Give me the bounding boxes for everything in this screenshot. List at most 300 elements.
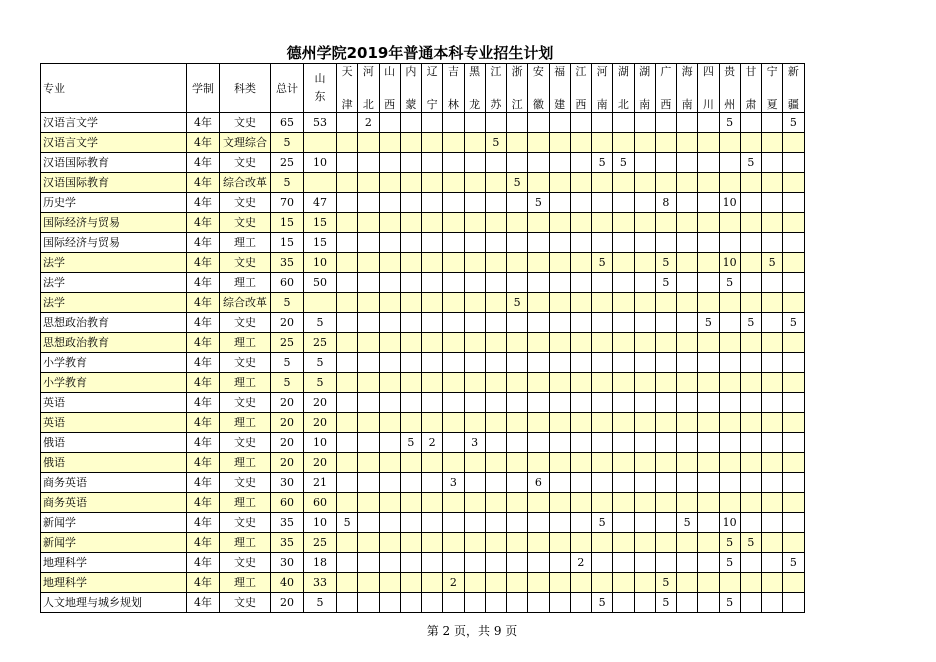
province-quota-cell xyxy=(655,333,676,353)
province-quota-cell xyxy=(400,493,421,513)
province-char: 江 xyxy=(511,98,523,111)
province-quota-cell xyxy=(570,153,591,173)
province-quota-cell xyxy=(379,173,400,193)
province-quota-cell xyxy=(549,353,570,373)
province-quota-cell xyxy=(570,453,591,473)
major-cell: 汉语国际教育 xyxy=(41,173,187,193)
province-quota-cell xyxy=(698,253,719,273)
province-quota-cell xyxy=(570,393,591,413)
province-quota-cell xyxy=(613,553,634,573)
province-quota-cell xyxy=(485,573,506,593)
province-quota-cell xyxy=(655,413,676,433)
province-quota-cell xyxy=(783,353,804,373)
province-quota-cell xyxy=(634,253,655,273)
province-quota-cell xyxy=(400,293,421,313)
province-quota-cell xyxy=(613,413,634,433)
shandong-cell xyxy=(304,293,337,313)
page-number: 第 2 页，共 9 页 xyxy=(426,624,518,638)
province-quota-cell xyxy=(677,293,698,313)
province-quota-cell xyxy=(783,133,804,153)
province-quota-cell xyxy=(592,293,613,313)
province-quota-cell xyxy=(634,153,655,173)
province-quota-cell xyxy=(400,193,421,213)
header-province xyxy=(698,64,719,113)
category-cell: 文史 xyxy=(220,353,271,373)
province-quota-cell: 5 xyxy=(400,433,421,453)
major-cell: 思想政治教育 xyxy=(41,313,187,333)
duration-cell: 4年 xyxy=(187,153,220,173)
category-cell: 文史 xyxy=(220,153,271,173)
province-quota-cell xyxy=(528,513,549,533)
province-quota-cell xyxy=(485,333,506,353)
province-quota-cell xyxy=(549,293,570,313)
province-quota-cell xyxy=(379,513,400,533)
province-quota-cell xyxy=(422,393,443,413)
header-province xyxy=(762,64,783,113)
major-cell: 法学 xyxy=(41,273,187,293)
total-cell: 15 xyxy=(271,233,304,253)
province-quota-cell xyxy=(464,173,485,193)
province-quota-cell xyxy=(677,373,698,393)
province-quota-cell xyxy=(740,333,761,353)
province-quota-cell xyxy=(698,473,719,493)
province-quota-cell xyxy=(507,413,528,433)
province-quota-cell xyxy=(762,453,783,473)
province-quota-cell xyxy=(337,173,358,193)
province-quota-cell xyxy=(464,513,485,533)
province-quota-cell xyxy=(613,453,634,473)
province-quota-cell xyxy=(422,153,443,173)
province-char: 西 xyxy=(575,98,587,111)
province-quota-cell xyxy=(655,453,676,473)
province-char: 州 xyxy=(724,98,736,111)
province-quota-cell xyxy=(655,433,676,453)
province-quota-cell xyxy=(762,133,783,153)
province-quota-cell: 5 xyxy=(740,313,761,333)
province-quota-cell xyxy=(507,533,528,553)
province-quota-cell xyxy=(379,333,400,353)
province-quota-cell xyxy=(613,433,634,453)
province-quota-cell xyxy=(422,453,443,473)
province-quota-cell xyxy=(464,593,485,613)
province-quota-cell xyxy=(719,393,740,413)
province-quota-cell xyxy=(570,573,591,593)
duration-cell: 4年 xyxy=(187,453,220,473)
duration-cell: 4年 xyxy=(187,113,220,133)
province-quota-cell xyxy=(337,113,358,133)
province-quota-cell xyxy=(379,413,400,433)
category-cell: 文史 xyxy=(220,553,271,573)
table-row xyxy=(41,273,805,293)
province-quota-cell xyxy=(337,533,358,553)
province-quota-cell xyxy=(400,553,421,573)
province-quota-cell xyxy=(379,373,400,393)
province-quota-cell xyxy=(400,453,421,473)
province-quota-cell xyxy=(507,373,528,393)
province-quota-cell xyxy=(443,353,464,373)
province-quota-cell: 5 xyxy=(485,133,506,153)
province-quota-cell xyxy=(549,153,570,173)
province-quota-cell xyxy=(422,593,443,613)
province-quota-cell: 10 xyxy=(719,513,740,533)
province-quota-cell xyxy=(698,593,719,613)
province-quota-cell xyxy=(358,473,379,493)
province-quota-cell xyxy=(549,393,570,413)
province-quota-cell: 3 xyxy=(464,433,485,453)
province-quota-cell xyxy=(570,413,591,433)
province-quota-cell xyxy=(783,473,804,493)
province-quota-cell xyxy=(677,433,698,453)
table-row xyxy=(41,353,805,373)
province-quota-cell xyxy=(443,213,464,233)
province-quota-cell xyxy=(783,393,804,413)
duration-cell: 4年 xyxy=(187,593,220,613)
province-quota-cell xyxy=(485,473,506,493)
province-quota-cell xyxy=(464,313,485,333)
province-quota-cell xyxy=(634,553,655,573)
province-quota-cell xyxy=(740,173,761,193)
category-cell: 文史 xyxy=(220,193,271,213)
category-cell: 文史 xyxy=(220,473,271,493)
shandong-cell: 50 xyxy=(304,273,337,293)
province-quota-cell xyxy=(592,453,613,473)
province-quota-cell xyxy=(507,313,528,333)
province-quota-cell xyxy=(422,373,443,393)
table-row xyxy=(41,153,805,173)
province-quota-cell: 5 xyxy=(337,513,358,533)
province-quota-cell xyxy=(698,573,719,593)
province-quota-cell xyxy=(337,393,358,413)
shandong-cell: 15 xyxy=(304,233,337,253)
province-quota-cell xyxy=(358,193,379,213)
province-quota-cell xyxy=(358,213,379,233)
shandong-cell: 33 xyxy=(304,573,337,593)
header-province xyxy=(719,64,740,113)
province-quota-cell xyxy=(592,373,613,393)
province-quota-cell xyxy=(719,293,740,313)
province-quota-cell: 5 xyxy=(677,513,698,533)
province-quota-cell: 5 xyxy=(507,173,528,193)
province-quota-cell xyxy=(400,413,421,433)
province-quota-cell xyxy=(358,393,379,413)
province-quota-cell xyxy=(677,493,698,513)
province-quota-cell xyxy=(677,133,698,153)
major-cell: 汉语国际教育 xyxy=(41,153,187,173)
province-quota-cell xyxy=(783,153,804,173)
province-quota-cell xyxy=(464,353,485,373)
province-quota-cell xyxy=(677,313,698,333)
category-cell: 理工 xyxy=(220,233,271,253)
duration-cell: 4年 xyxy=(187,553,220,573)
province-quota-cell xyxy=(783,233,804,253)
major-cell: 新闻学 xyxy=(41,513,187,533)
duration-cell: 4年 xyxy=(187,433,220,453)
province-quota-cell xyxy=(485,273,506,293)
duration-cell: 4年 xyxy=(187,133,220,153)
province-quota-cell xyxy=(634,373,655,393)
province-quota-cell xyxy=(358,513,379,533)
province-quota-cell xyxy=(677,233,698,253)
province-quota-cell xyxy=(613,473,634,493)
category-cell: 理工 xyxy=(220,333,271,353)
province-quota-cell xyxy=(358,253,379,273)
province-char: 福 xyxy=(554,65,566,78)
province-quota-cell xyxy=(358,293,379,313)
province-quota-cell xyxy=(740,353,761,373)
province-quota-cell xyxy=(698,553,719,573)
total-cell: 60 xyxy=(271,273,304,293)
province-quota-cell xyxy=(592,493,613,513)
table-row xyxy=(41,173,805,193)
total-cell: 35 xyxy=(271,253,304,273)
province-quota-cell xyxy=(464,253,485,273)
province-quota-cell xyxy=(698,393,719,413)
header-province xyxy=(549,64,570,113)
table-row xyxy=(41,113,805,133)
province-quota-cell xyxy=(570,173,591,193)
province-quota-cell xyxy=(379,473,400,493)
province-quota-cell xyxy=(485,533,506,553)
category-cell: 综合改革 xyxy=(220,173,271,193)
total-cell: 30 xyxy=(271,473,304,493)
province-quota-cell: 5 xyxy=(783,113,804,133)
province-quota-cell xyxy=(485,453,506,473)
province-quota-cell xyxy=(783,173,804,193)
total-cell: 25 xyxy=(271,333,304,353)
province-char: 江 xyxy=(490,65,502,78)
province-quota-cell xyxy=(507,493,528,513)
province-quota-cell xyxy=(677,473,698,493)
province-quota-cell xyxy=(358,153,379,173)
header-province xyxy=(570,64,591,113)
province-quota-cell xyxy=(507,433,528,453)
province-quota-cell xyxy=(379,573,400,593)
province-char: 天 xyxy=(341,65,353,78)
total-cell: 20 xyxy=(271,453,304,473)
header-province xyxy=(464,64,485,113)
province-quota-cell xyxy=(443,493,464,513)
province-quota-cell xyxy=(570,293,591,313)
province-quota-cell xyxy=(677,353,698,373)
province-char: 宁 xyxy=(426,98,438,111)
duration-cell: 4年 xyxy=(187,533,220,553)
category-cell: 理工 xyxy=(220,573,271,593)
province-quota-cell xyxy=(422,473,443,493)
province-char: 北 xyxy=(617,98,629,111)
province-quota-cell xyxy=(528,213,549,233)
province-quota-cell xyxy=(570,353,591,373)
header-province xyxy=(507,64,528,113)
shandong-cell: 10 xyxy=(304,513,337,533)
province-quota-cell: 5 xyxy=(613,153,634,173)
province-quota-cell: 5 xyxy=(592,153,613,173)
province-quota-cell xyxy=(422,253,443,273)
province-quota-cell xyxy=(698,133,719,153)
province-quota-cell xyxy=(485,513,506,533)
province-char: 龙 xyxy=(469,98,481,111)
province-quota-cell xyxy=(719,493,740,513)
major-cell: 英语 xyxy=(41,413,187,433)
province-quota-cell xyxy=(655,393,676,413)
province-quota-cell xyxy=(719,313,740,333)
province-quota-cell xyxy=(485,493,506,513)
province-quota-cell xyxy=(634,453,655,473)
header-province xyxy=(337,64,358,113)
province-quota-cell: 2 xyxy=(358,113,379,133)
province-quota-cell xyxy=(400,133,421,153)
duration-cell: 4年 xyxy=(187,293,220,313)
province-quota-cell xyxy=(613,313,634,333)
province-quota-cell xyxy=(485,413,506,433)
province-quota-cell xyxy=(677,533,698,553)
province-quota-cell xyxy=(613,133,634,153)
total-cell: 35 xyxy=(271,513,304,533)
province-quota-cell xyxy=(358,413,379,433)
province-quota-cell xyxy=(379,213,400,233)
major-cell: 汉语言文学 xyxy=(41,133,187,153)
province-quota-cell xyxy=(379,113,400,133)
province-char: 南 xyxy=(596,98,608,111)
province-quota-cell xyxy=(464,113,485,133)
province-quota-cell xyxy=(570,533,591,553)
province-quota-cell xyxy=(379,253,400,273)
province-quota-cell xyxy=(655,553,676,573)
province-quota-cell: 5 xyxy=(698,313,719,333)
province-quota-cell xyxy=(443,313,464,333)
header-province xyxy=(528,64,549,113)
shandong-cell: 15 xyxy=(304,213,337,233)
province-quota-cell xyxy=(570,473,591,493)
province-quota-cell xyxy=(549,333,570,353)
category-cell: 文史 xyxy=(220,213,271,233)
province-quota-cell xyxy=(358,333,379,353)
province-quota-cell xyxy=(464,373,485,393)
province-char: 江 xyxy=(575,65,587,78)
province-quota-cell: 5 xyxy=(592,253,613,273)
major-cell: 国际经济与贸易 xyxy=(41,233,187,253)
province-quota-cell xyxy=(400,533,421,553)
province-char: 宁 xyxy=(766,65,778,78)
duration-cell: 4年 xyxy=(187,473,220,493)
province-quota-cell xyxy=(592,473,613,493)
province-quota-cell xyxy=(719,233,740,253)
category-cell: 文史 xyxy=(220,253,271,273)
province-quota-cell xyxy=(783,333,804,353)
province-quota-cell xyxy=(464,573,485,593)
province-quota-cell xyxy=(655,213,676,233)
province-quota-cell xyxy=(528,373,549,393)
province-quota-cell xyxy=(485,153,506,173)
header-province xyxy=(592,64,613,113)
province-quota-cell xyxy=(762,173,783,193)
province-quota-cell xyxy=(634,393,655,413)
shandong-cell: 53 xyxy=(304,113,337,133)
province-quota-cell xyxy=(634,513,655,533)
province-quota-cell xyxy=(655,373,676,393)
province-quota-cell xyxy=(634,413,655,433)
province-quota-cell xyxy=(528,253,549,273)
province-quota-cell xyxy=(549,573,570,593)
province-quota-cell xyxy=(507,593,528,613)
province-quota-cell: 5 xyxy=(740,153,761,173)
province-quota-cell xyxy=(698,353,719,373)
province-quota-cell xyxy=(740,373,761,393)
major-cell: 地理科学 xyxy=(41,573,187,593)
province-quota-cell xyxy=(655,153,676,173)
province-quota-cell xyxy=(634,573,655,593)
province-quota-cell xyxy=(528,313,549,333)
province-char: 辽 xyxy=(426,65,438,78)
province-quota-cell xyxy=(528,233,549,253)
province-quota-cell xyxy=(762,433,783,453)
province-quota-cell: 5 xyxy=(719,533,740,553)
province-quota-cell xyxy=(634,133,655,153)
header-category: 科类 xyxy=(220,64,271,113)
province-quota-cell xyxy=(740,293,761,313)
table-row xyxy=(41,593,805,613)
province-quota-cell xyxy=(443,293,464,313)
province-quota-cell xyxy=(358,593,379,613)
province-quota-cell xyxy=(762,573,783,593)
province-quota-cell xyxy=(634,333,655,353)
province-quota-cell xyxy=(740,513,761,533)
province-quota-cell xyxy=(698,373,719,393)
province-quota-cell xyxy=(592,133,613,153)
province-quota-cell xyxy=(762,193,783,213)
province-quota-cell xyxy=(698,293,719,313)
province-quota-cell xyxy=(464,413,485,433)
province-quota-cell xyxy=(485,433,506,453)
province-quota-cell xyxy=(677,273,698,293)
table-row xyxy=(41,573,805,593)
title-text: 德州学院2019年普通本科专业招生计划 xyxy=(286,44,554,62)
province-char: 建 xyxy=(554,98,566,111)
shandong-cell: 47 xyxy=(304,193,337,213)
province-quota-cell xyxy=(337,293,358,313)
major-cell: 地理科学 xyxy=(41,553,187,573)
table-row xyxy=(41,453,805,473)
province-quota-cell xyxy=(443,513,464,533)
duration-cell: 4年 xyxy=(187,373,220,393)
province-quota-cell xyxy=(337,313,358,333)
province-quota-cell xyxy=(634,173,655,193)
province-quota-cell xyxy=(592,433,613,453)
category-cell: 文史 xyxy=(220,313,271,333)
duration-cell: 4年 xyxy=(187,513,220,533)
province-quota-cell xyxy=(698,513,719,533)
province-quota-cell xyxy=(698,213,719,233)
province-quota-cell xyxy=(634,493,655,513)
province-quota-cell xyxy=(655,353,676,373)
province-quota-cell xyxy=(570,373,591,393)
province-quota-cell xyxy=(570,273,591,293)
province-quota-cell xyxy=(677,213,698,233)
province-quota-cell: 2 xyxy=(443,573,464,593)
province-quota-cell xyxy=(464,193,485,213)
province-quota-cell xyxy=(740,493,761,513)
province-quota-cell xyxy=(762,593,783,613)
table-row xyxy=(41,133,805,153)
province-quota-cell xyxy=(634,593,655,613)
province-quota-cell xyxy=(677,413,698,433)
enrollment-plan-table xyxy=(40,63,805,613)
province-quota-cell xyxy=(443,553,464,573)
province-quota-cell xyxy=(655,313,676,333)
province-quota-cell xyxy=(592,193,613,213)
table-row xyxy=(41,213,805,233)
table-row xyxy=(41,373,805,393)
province-quota-cell xyxy=(379,293,400,313)
